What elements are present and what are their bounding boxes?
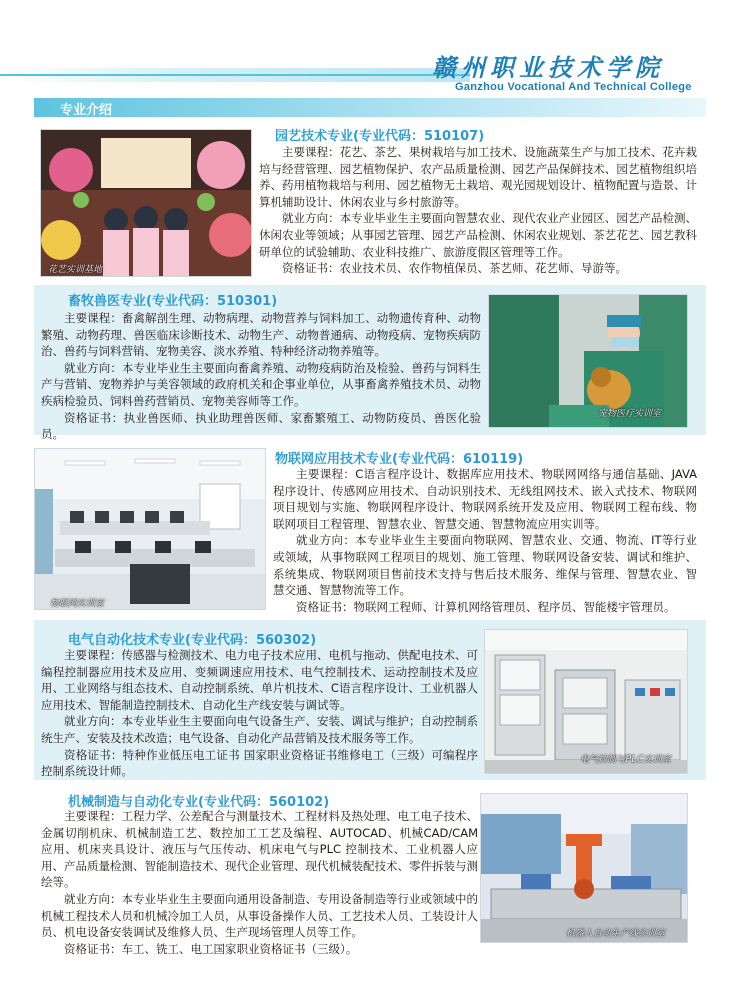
- employment-iot: 就业方向：本专业毕业生主要面向物联网、智慧农业、交通、物流、IT等行业或领域，从事物联网工程项目的规划、施工管理、物联网设备安装、调试和维护、系统集成、物联网项目售前技术支持与售后技术服务、维保与管理、智慧农业、智慧交通、智慧物流等工作。: [273, 533, 697, 598]
- certificates-iot: 资格证书：物联网工程师、计算机网络管理员、程序员、智能楼宇管理员。: [296, 599, 676, 614]
- courses-horticulture: 主要课程：花艺、茶艺、果树栽培与加工技术、设施蔬菜生产与加工技术、花卉栽培与经营管理、园艺植物保护、农产品质量检测、园艺产品保鲜技术、园艺植物组织培养、药用植物栽培与利用、园艺植物无土栽培、观光园规划设计、植物配置与造景、计算机辅助设计、休闲农业与乡村旅游等。: [259, 145, 697, 209]
- major-title-mechanical: 机械制造与自动化专业(专业代码：560102): [68, 795, 330, 810]
- major-body-horticulture: [259, 144, 697, 277]
- major-title-horticulture: 园艺技术专业(专业代码：510107): [275, 129, 485, 144]
- school-name-en: Ganzhou Vocational And Technical College: [455, 81, 692, 93]
- major-title-animal: 畜牧兽医专业(专业代码：510301): [68, 294, 278, 309]
- school-name-cn: 赣州职业技术学院: [432, 53, 664, 82]
- major-body-electrical: [41, 647, 478, 780]
- caption-floral-lab: 花艺实训基地: [48, 265, 103, 275]
- major-title-electrical: 电气自动化技术专业(专业代码：560302): [68, 633, 317, 648]
- employment-electrical: 就业方向：本专业毕业生主要面向电气设备生产、安装、调试与维护；自动控制系统生产、安装及技术改造；电气设备、自动化产品营销及技术服务等工作。: [41, 714, 478, 745]
- employment-animal: 就业方向：本专业毕业生主要面向畜禽养殖、动物疫病防治及检验、兽药与饲料生产与营销、宠物养护与美容领域的政府机关和企事业单位，从事畜禽养殖技术员、动物疾病检验员、饲料兽药营销员、宠物美容师等工作。: [41, 360, 481, 408]
- major-body-mechanical: [41, 808, 478, 957]
- courses-animal: 主要课程：畜禽解剖生理、动物病理、动物营养与饲料加工、动物遗传育种、动物繁殖、动物药理、兽医临床诊断技术、动物生产、动物普通病、动物疫病、宠物疾病防治、兽药与饲料营销、宠物美容、淡水养殖、特种经济动物养殖等。: [41, 311, 481, 359]
- employment-mechanical: 就业方向：本专业毕业生主要面向通用设备制造、专用设备制造等行业或领域中的机械工程技术人员和机械冷加工人员，从事设备操作人员、工艺技术人员、工装设计人员、机电设备安装调试及维修人员、生产现场管理人员等工作。: [41, 891, 478, 940]
- courses-iot: 主要课程：C语言程序设计、数据库应用技术、物联网网络与通信基础、JAVA程序设计、传感网应用技术、自动识别技术、无线组网技术、嵌入式技术、物联网项目规划与实施、物联网程序设计、物联网系统开发及应用、物联网工程布线、物联网项目工程管理、智慧农业、智慧交通、智慧物流应用实训等。: [273, 467, 697, 531]
- certificates-mechanical: 资格证书：车工、铣工、电工国家职业资格证书（三级）。: [64, 941, 358, 956]
- caption-vet-lab: 宠物医疗实训室: [598, 409, 662, 419]
- photo-robot-line: [480, 793, 688, 943]
- employment-horticulture: 就业方向：本专业毕业生主要面向智慧农业、现代农业产业园区、园艺产品检测、休闲农业等领域；从事园艺管理、园艺产品检测、休闲农业规划、茶艺花艺、园艺教科研单位的试验辅助、农业科技推广、旅游度假区管理等工作。: [259, 211, 697, 259]
- photo-floral-lab: [40, 129, 252, 277]
- courses-mechanical: 主要课程：工程力学、公差配合与测量技术、工程材料及热处理、电工电子技术、金属切削机床、机械制造工艺、数控加工工艺及编程、AUTOCAD、机械CAD/CAM 应用、机床夹具设计、液压与气压传动、机床电气与PLC 控制技术、工业机器人应用、产品质量检测、智能制造技术、现代企业管理、现代机械装配技术、零件拆装与测绘等。: [41, 809, 478, 890]
- certificates-animal: 资格证书：执业兽医师、执业助理兽医师、家畜繁殖工、动物防疫员、兽医化验员。: [41, 410, 481, 442]
- caption-electrical-lab: 电气控制与PLC实训室: [580, 755, 671, 765]
- certificates-horticulture: 资格证书：农业技术员、农作物植保员、茶艺师、花艺师、导游等。: [282, 261, 627, 276]
- courses-electrical: 主要课程：传感器与检测技术、电力电子技术应用、电机与拖动、供配电技术、可编程控制器应用技术及应用、变频调速应用技术、电气控制技术、运动控制技术及应用、工业网络与组态技术、自动控制系统、单片机技术、C语言程序设计、工业机器人应用技术、智能制造控制技术、自动化生产线安装与调试等。: [41, 648, 478, 712]
- certificates-electrical: 资格证书：特种作业低压电工证书 国家职业资格证书维修电工（三级）可编程序控制系统设计师。: [41, 747, 478, 779]
- caption-iot-lab: 物联网实训室: [50, 599, 105, 609]
- header-rule: [0, 74, 470, 76]
- section-bar: [34, 98, 706, 117]
- major-title-iot: 物联网应用技术专业(专业代码：610119): [275, 452, 524, 467]
- section-title: 专业介绍: [60, 103, 113, 118]
- major-body-iot: [273, 466, 697, 615]
- photo-iot-lab: [34, 448, 266, 610]
- major-body-animal: [41, 310, 481, 443]
- caption-robot-line: 机器人自动生产线实训室: [566, 929, 666, 939]
